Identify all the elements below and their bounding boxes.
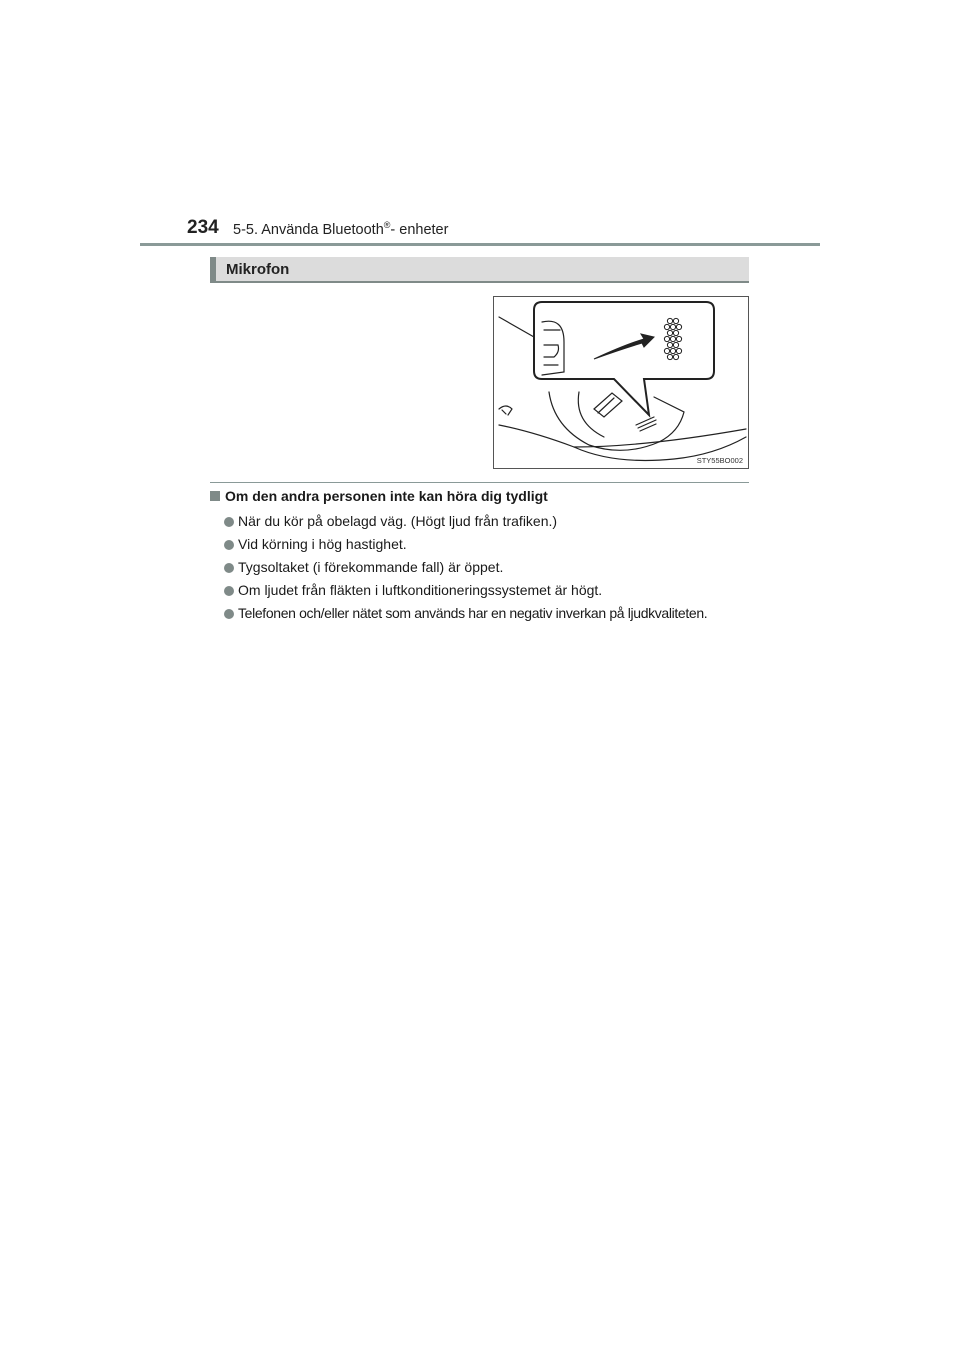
bullet-dot-icon: [224, 540, 234, 550]
figure-id: STY55BO002: [696, 456, 743, 465]
page-number: 234: [187, 217, 219, 238]
sub-heading-text: Om den andra personen inte kan höra dig tydligt: [225, 488, 548, 504]
bullet-list: [224, 510, 707, 625]
list-item: Telefonen och/eller nätet som används har en negativ inverkan på ljudkvaliteten.: [224, 602, 707, 625]
content-divider: [210, 482, 749, 483]
list-item: Vid körning i hög hastighet.: [224, 533, 707, 556]
registered-mark: ®: [383, 220, 391, 230]
microphone-illustration: [493, 296, 749, 469]
header-divider: [140, 243, 820, 246]
chapter-title: 5-5. Använda Bluetooth: [233, 221, 384, 238]
section-title: Mikrofon: [226, 261, 290, 278]
bullet-dot-icon: [224, 563, 234, 573]
section-bar: [210, 257, 749, 283]
sub-heading: [210, 488, 548, 504]
list-item: Tygsoltaket (i förekommande fall) är öppet.: [224, 556, 707, 579]
bullet-dot-icon: [224, 586, 234, 596]
microphone-diagram: [494, 297, 749, 469]
bullet-dot-icon: [224, 609, 234, 619]
chapter-header: [233, 220, 448, 238]
chapter-title-suffix: - enheter: [390, 221, 449, 238]
square-bullet-icon: [210, 491, 220, 501]
list-item: När du kör på obelagd väg. (Högt ljud från trafiken.): [224, 510, 707, 533]
bullet-dot-icon: [224, 517, 234, 527]
list-item: Om ljudet från fläkten i luftkonditioneringssystemet är högt.: [224, 579, 707, 602]
